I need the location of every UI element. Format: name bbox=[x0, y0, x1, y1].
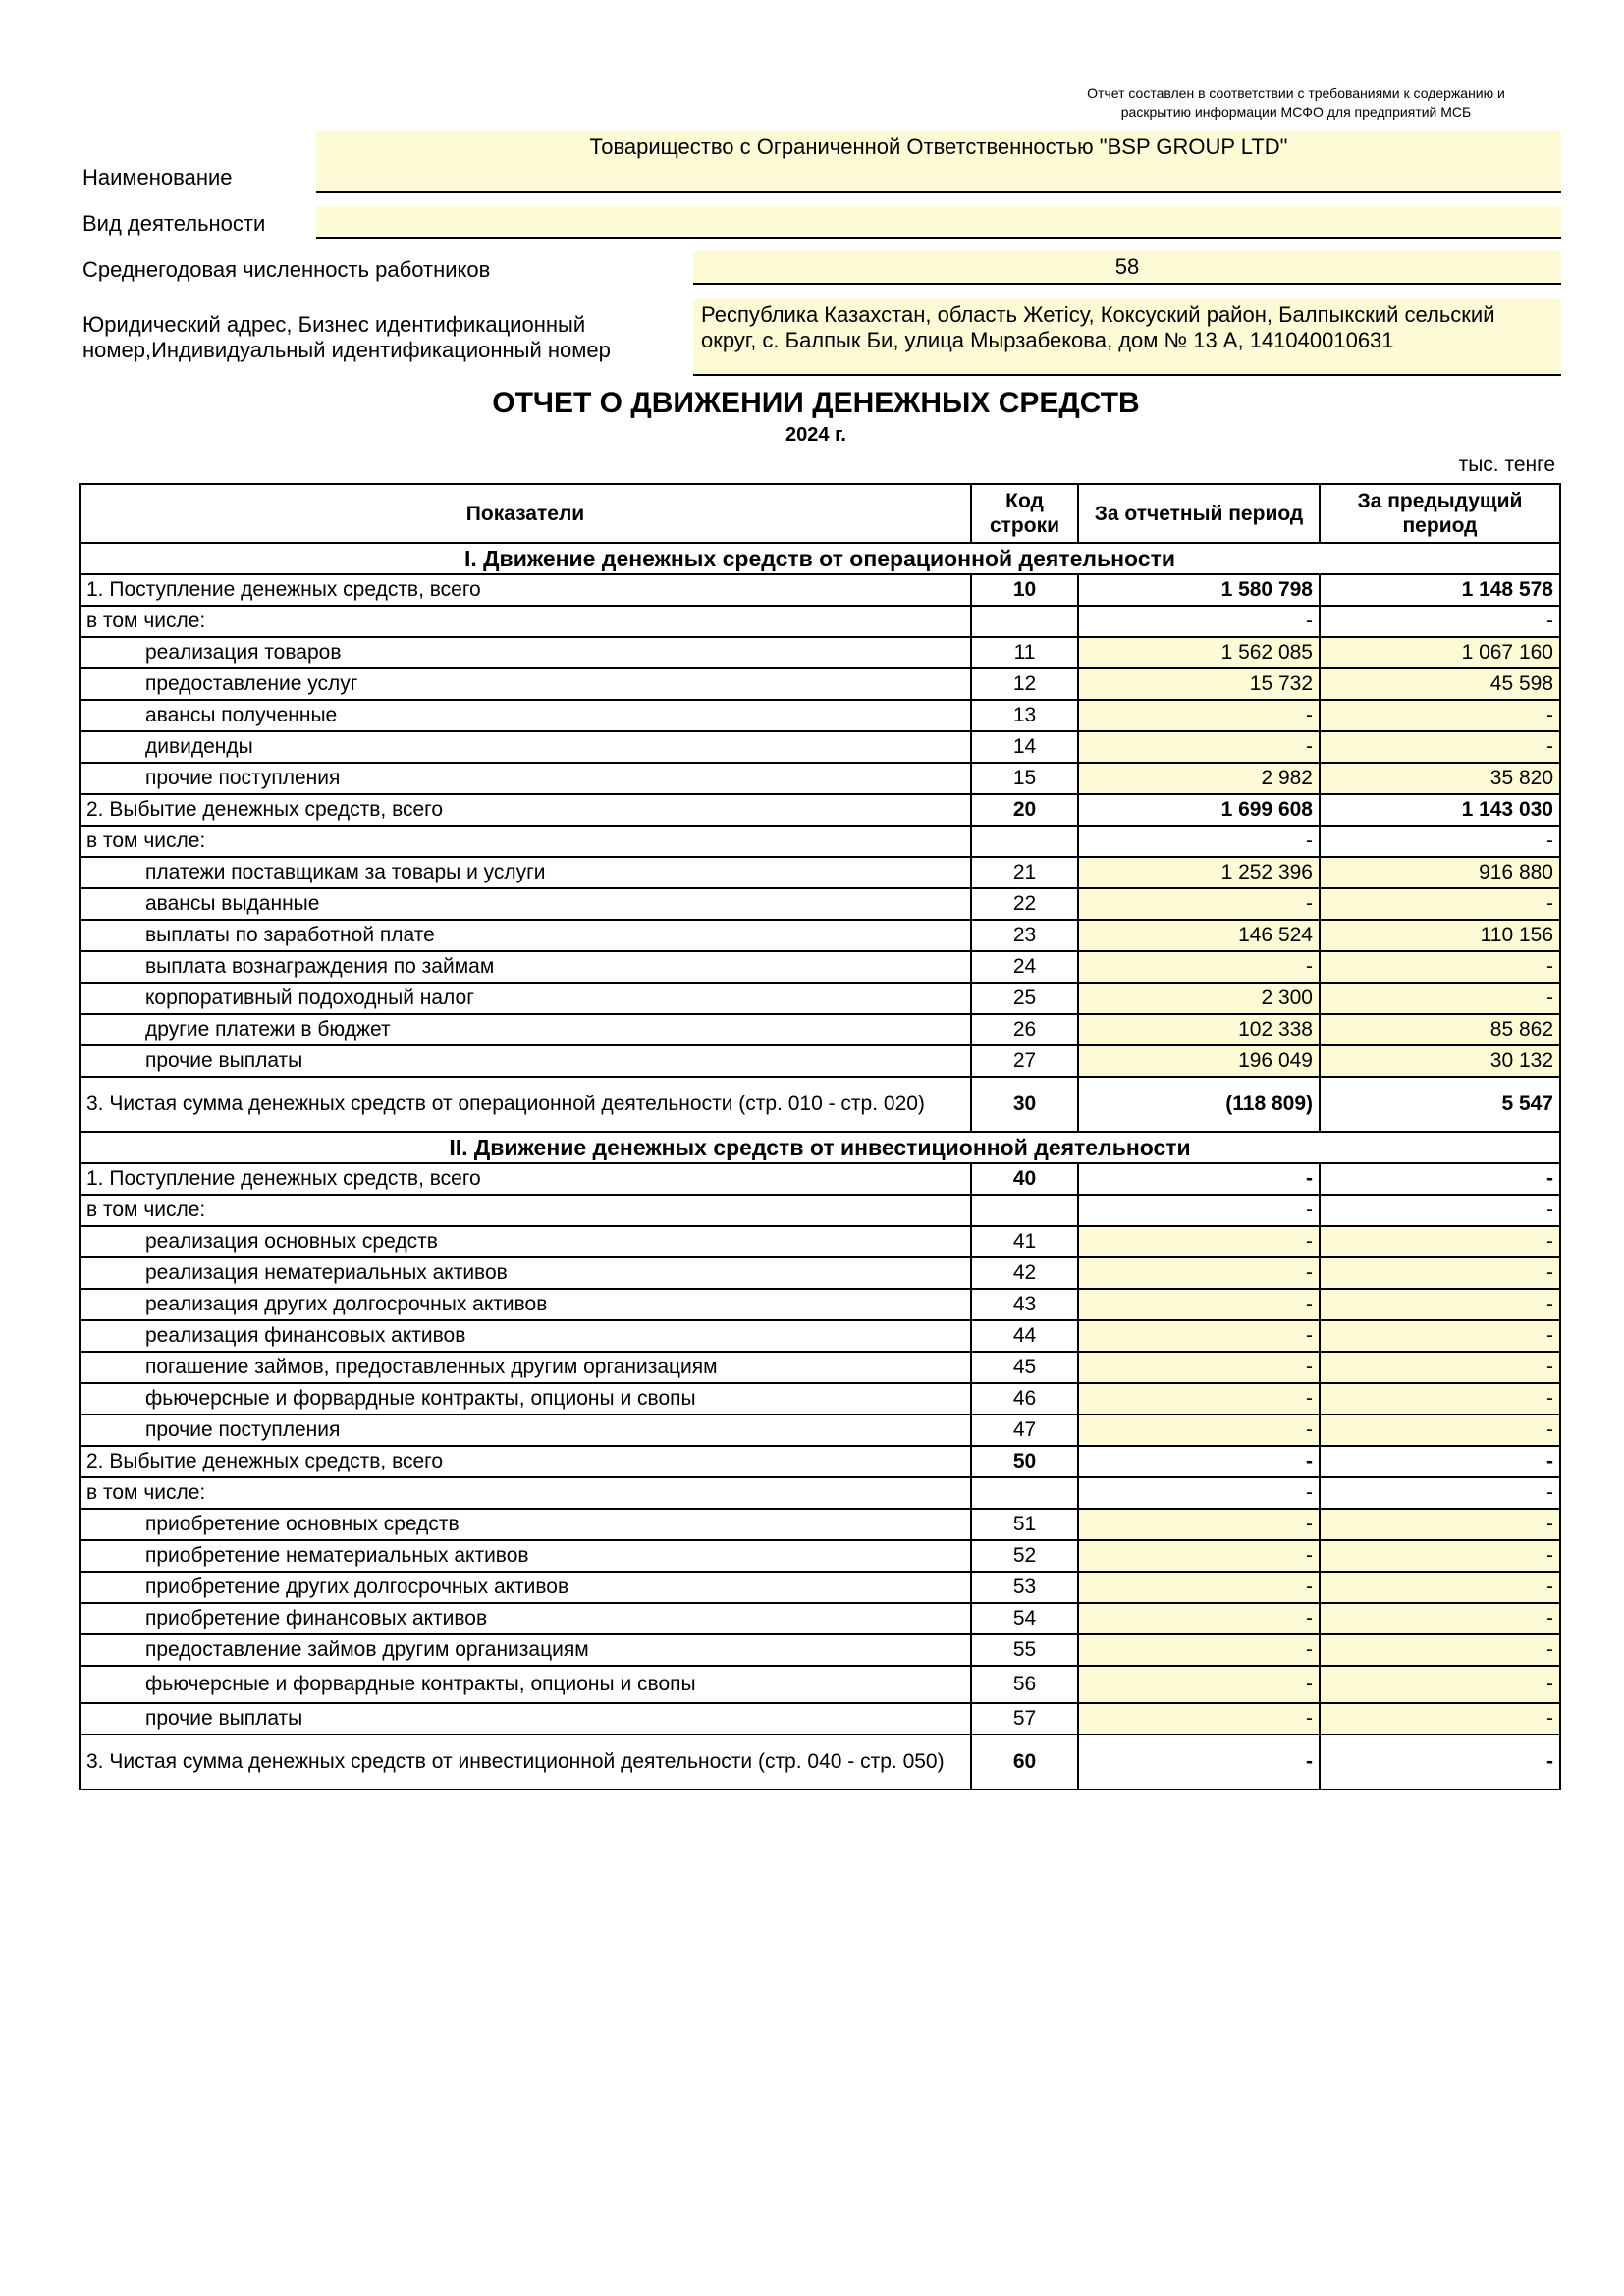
table-header-row bbox=[80, 484, 1560, 543]
row-indicator: приобретение других долгосрочных активов bbox=[80, 1572, 971, 1603]
row-current-value[interactable]: - bbox=[1078, 1257, 1320, 1289]
row-previous-value: - bbox=[1320, 1477, 1560, 1509]
row-indicator: авансы выданные bbox=[80, 888, 971, 920]
row-code: 30 bbox=[971, 1077, 1078, 1132]
table-row bbox=[80, 1477, 1560, 1509]
row-code: 54 bbox=[971, 1603, 1078, 1634]
row-code: 55 bbox=[971, 1634, 1078, 1666]
row-previous-value[interactable]: - bbox=[1320, 983, 1560, 1014]
table-row bbox=[80, 794, 1560, 826]
table-row bbox=[80, 1352, 1560, 1383]
table-row bbox=[80, 1509, 1560, 1540]
table-row bbox=[80, 1446, 1560, 1477]
row-indicator: другие платежи в бюджет bbox=[80, 1014, 971, 1045]
row-code: 21 bbox=[971, 857, 1078, 888]
table-row bbox=[80, 1257, 1560, 1289]
address-value-line-2: округ, с. Балпык Би, улица Мырзабекова, дом № 13 А, 141040010631 bbox=[701, 328, 1394, 352]
row-indicator: выплаты по заработной плате bbox=[80, 920, 971, 951]
row-current-value[interactable]: 2 300 bbox=[1078, 983, 1320, 1014]
row-current-value[interactable]: - bbox=[1078, 1352, 1320, 1383]
table-row bbox=[80, 1163, 1560, 1195]
row-current-value: (118 809) bbox=[1078, 1077, 1320, 1132]
row-previous-value: - bbox=[1320, 1163, 1560, 1195]
table-row bbox=[80, 1289, 1560, 1320]
row-code: 52 bbox=[971, 1540, 1078, 1572]
row-indicator: приобретение финансовых активов bbox=[80, 1603, 971, 1634]
row-current-value: - bbox=[1078, 606, 1320, 637]
row-current-value[interactable]: - bbox=[1078, 1634, 1320, 1666]
row-current-value: - bbox=[1078, 1735, 1320, 1789]
row-previous-value: 5 547 bbox=[1320, 1077, 1560, 1132]
row-previous-value[interactable]: 110 156 bbox=[1320, 920, 1560, 951]
company-name-field[interactable] bbox=[316, 131, 1561, 193]
row-indicator: в том числе: bbox=[80, 1477, 971, 1509]
row-code: 47 bbox=[971, 1415, 1078, 1446]
employees-label: Среднегодовая численность работников bbox=[82, 257, 491, 282]
row-indicator: фьючерсные и форвардные контракты, опционы и свопы bbox=[80, 1666, 971, 1703]
row-indicator: в том числе: bbox=[80, 1195, 971, 1226]
table-row bbox=[80, 1666, 1560, 1703]
row-current-value[interactable]: - bbox=[1078, 1226, 1320, 1257]
row-current-value[interactable]: - bbox=[1078, 1509, 1320, 1540]
row-previous-value[interactable]: - bbox=[1320, 1666, 1560, 1703]
row-current-value[interactable]: - bbox=[1078, 888, 1320, 920]
row-code: 15 bbox=[971, 763, 1078, 794]
row-code: 43 bbox=[971, 1289, 1078, 1320]
header-indicators: Показатели bbox=[80, 484, 971, 543]
note-line-1: Отчет составлен в соответствии с требованиями к содержанию и bbox=[1087, 85, 1505, 101]
row-code: 56 bbox=[971, 1666, 1078, 1703]
row-previous-value[interactable]: - bbox=[1320, 1572, 1560, 1603]
row-indicator: 3. Чистая сумма денежных средств от операционной деятельности (стр. 010 - стр. 020) bbox=[80, 1077, 971, 1132]
row-previous-value[interactable]: - bbox=[1320, 1383, 1560, 1415]
row-previous-value[interactable]: - bbox=[1320, 951, 1560, 983]
row-previous-value[interactable]: - bbox=[1320, 1415, 1560, 1446]
row-current-value[interactable]: - bbox=[1078, 951, 1320, 983]
row-code: 57 bbox=[971, 1703, 1078, 1735]
row-previous-value: - bbox=[1320, 1735, 1560, 1789]
row-previous-value[interactable]: - bbox=[1320, 1226, 1560, 1257]
row-indicator: прочие поступления bbox=[80, 763, 971, 794]
row-previous-value[interactable]: - bbox=[1320, 888, 1560, 920]
header-code: Код строки bbox=[971, 484, 1078, 543]
row-previous-value[interactable]: - bbox=[1320, 1320, 1560, 1352]
table-row bbox=[80, 1014, 1560, 1045]
row-previous-value[interactable]: 35 820 bbox=[1320, 763, 1560, 794]
row-current-value[interactable]: 196 049 bbox=[1078, 1045, 1320, 1077]
row-code: 13 bbox=[971, 700, 1078, 731]
row-indicator: авансы полученные bbox=[80, 700, 971, 731]
row-current-value[interactable]: - bbox=[1078, 1415, 1320, 1446]
row-code: 12 bbox=[971, 668, 1078, 700]
row-current-value: - bbox=[1078, 1163, 1320, 1195]
section-title: I. Движение денежных средств от операционной деятельности bbox=[80, 543, 1560, 574]
employees-value: 58 bbox=[1114, 254, 1140, 279]
activity-label: Вид деятельности bbox=[82, 211, 266, 236]
address-field[interactable] bbox=[693, 299, 1561, 376]
table-row bbox=[80, 637, 1560, 668]
row-code: 50 bbox=[971, 1446, 1078, 1477]
table-row bbox=[80, 1735, 1560, 1789]
table-row bbox=[80, 1226, 1560, 1257]
row-indicator: дивиденды bbox=[80, 731, 971, 763]
section-investing-row bbox=[80, 1132, 1560, 1163]
row-indicator: реализация нематериальных активов bbox=[80, 1257, 971, 1289]
row-current-value[interactable]: - bbox=[1078, 1383, 1320, 1415]
report-year: 2024 г. bbox=[785, 424, 846, 446]
row-indicator: погашение займов, предоставленных другим организациям bbox=[80, 1352, 971, 1383]
row-indicator: прочие выплаты bbox=[80, 1045, 971, 1077]
row-indicator: выплата вознаграждения по займам bbox=[80, 951, 971, 983]
row-indicator: реализация финансовых активов bbox=[80, 1320, 971, 1352]
employees-field[interactable] bbox=[693, 251, 1561, 285]
units-label: тыс. тенге bbox=[1458, 454, 1555, 476]
row-previous-value[interactable]: 45 598 bbox=[1320, 668, 1560, 700]
row-current-value[interactable]: - bbox=[1078, 700, 1320, 731]
row-code: 24 bbox=[971, 951, 1078, 983]
table-row bbox=[80, 857, 1560, 888]
row-current-value[interactable]: - bbox=[1078, 1289, 1320, 1320]
row-indicator: прочие поступления bbox=[80, 1415, 971, 1446]
report-title: ОТЧЕТ О ДВИЖЕНИИ ДЕНЕЖНЫХ СРЕДСТВ bbox=[492, 387, 1140, 419]
note-line-2: раскрытию информации МСФО для предприятий МСБ bbox=[1120, 104, 1472, 120]
table-row bbox=[80, 1703, 1560, 1735]
row-current-value[interactable]: 1 252 396 bbox=[1078, 857, 1320, 888]
section-operating-row bbox=[80, 543, 1560, 574]
row-previous-value[interactable]: 916 880 bbox=[1320, 857, 1560, 888]
row-code: 25 bbox=[971, 983, 1078, 1014]
row-previous-value: - bbox=[1320, 1195, 1560, 1226]
header-current-period: За отчетный период bbox=[1078, 484, 1320, 543]
row-code: 42 bbox=[971, 1257, 1078, 1289]
section-title: II. Движение денежных средств от инвестиционной деятельности bbox=[80, 1132, 1560, 1163]
address-label-line-1: Юридический адрес, Бизнес идентификационный bbox=[82, 312, 586, 337]
row-current-value[interactable]: - bbox=[1078, 1572, 1320, 1603]
row-current-value: - bbox=[1078, 1195, 1320, 1226]
row-current-value: 1 699 608 bbox=[1078, 794, 1320, 826]
row-previous-value[interactable]: - bbox=[1320, 731, 1560, 763]
row-indicator: прочие выплаты bbox=[80, 1703, 971, 1735]
table-row bbox=[80, 731, 1560, 763]
row-indicator: платежи поставщикам за товары и услуги bbox=[80, 857, 971, 888]
row-indicator: 1. Поступление денежных средств, всего bbox=[80, 574, 971, 606]
row-current-value[interactable]: 1 562 085 bbox=[1078, 637, 1320, 668]
row-previous-value[interactable]: 85 862 bbox=[1320, 1014, 1560, 1045]
row-indicator: корпоративный подоходный налог bbox=[80, 983, 971, 1014]
row-current-value: - bbox=[1078, 826, 1320, 857]
table-row bbox=[80, 1077, 1560, 1132]
table-row bbox=[80, 700, 1560, 731]
table-row bbox=[80, 951, 1560, 983]
table-row bbox=[80, 1383, 1560, 1415]
company-name-value: Товарищество с Ограниченной Ответственностью "BSP GROUP LTD" bbox=[589, 134, 1288, 159]
row-code bbox=[971, 606, 1078, 637]
table-body bbox=[80, 543, 1560, 1789]
row-previous-value: - bbox=[1320, 606, 1560, 637]
table-row bbox=[80, 920, 1560, 951]
row-current-value[interactable]: 102 338 bbox=[1078, 1014, 1320, 1045]
table-row bbox=[80, 1195, 1560, 1226]
row-current-value[interactable]: 2 982 bbox=[1078, 763, 1320, 794]
table-row bbox=[80, 1320, 1560, 1352]
table-row bbox=[80, 888, 1560, 920]
row-indicator: предоставление услуг bbox=[80, 668, 971, 700]
row-indicator: в том числе: bbox=[80, 606, 971, 637]
row-indicator: 2. Выбытие денежных средств, всего bbox=[80, 1446, 971, 1477]
row-previous-value[interactable]: - bbox=[1320, 1352, 1560, 1383]
row-current-value[interactable]: 15 732 bbox=[1078, 668, 1320, 700]
table-row bbox=[80, 574, 1560, 606]
row-code: 40 bbox=[971, 1163, 1078, 1195]
row-current-value[interactable]: - bbox=[1078, 1603, 1320, 1634]
row-indicator: приобретение основных средств bbox=[80, 1509, 971, 1540]
row-indicator: предоставление займов другим организациям bbox=[80, 1634, 971, 1666]
row-indicator: приобретение нематериальных активов bbox=[80, 1540, 971, 1572]
row-code: 14 bbox=[971, 731, 1078, 763]
row-code bbox=[971, 826, 1078, 857]
row-code: 60 bbox=[971, 1735, 1078, 1789]
table-row bbox=[80, 1540, 1560, 1572]
row-previous-value[interactable]: - bbox=[1320, 700, 1560, 731]
activity-field[interactable] bbox=[316, 206, 1561, 239]
row-previous-value[interactable]: - bbox=[1320, 1603, 1560, 1634]
row-previous-value[interactable]: 1 067 160 bbox=[1320, 637, 1560, 668]
row-code: 53 bbox=[971, 1572, 1078, 1603]
row-indicator: реализация основных средств bbox=[80, 1226, 971, 1257]
name-label: Наименование bbox=[82, 165, 233, 189]
row-indicator: реализация товаров bbox=[80, 637, 971, 668]
row-current-value[interactable]: - bbox=[1078, 1666, 1320, 1703]
row-previous-value: - bbox=[1320, 1446, 1560, 1477]
row-code: 45 bbox=[971, 1352, 1078, 1383]
table-row bbox=[80, 1415, 1560, 1446]
header-previous-period: За предыдущий период bbox=[1320, 484, 1560, 543]
row-code: 27 bbox=[971, 1045, 1078, 1077]
address-label-line-2: номер,Индивидуальный идентификационный номер bbox=[82, 338, 611, 362]
row-previous-value[interactable]: - bbox=[1320, 1509, 1560, 1540]
row-previous-value[interactable]: - bbox=[1320, 1703, 1560, 1735]
row-current-value[interactable]: - bbox=[1078, 731, 1320, 763]
row-previous-value: - bbox=[1320, 826, 1560, 857]
row-indicator: фьючерсные и форвардные контракты, опционы и свопы bbox=[80, 1383, 971, 1415]
row-code: 46 bbox=[971, 1383, 1078, 1415]
row-current-value: 1 580 798 bbox=[1078, 574, 1320, 606]
msfo-compliance-note bbox=[982, 84, 1610, 122]
row-previous-value[interactable]: - bbox=[1320, 1257, 1560, 1289]
cash-flow-table bbox=[79, 483, 1561, 1790]
row-indicator: реализация других долгосрочных активов bbox=[80, 1289, 971, 1320]
row-previous-value[interactable]: 30 132 bbox=[1320, 1045, 1560, 1077]
address-value-line-1: Республика Казахстан, область Жетісу, Коксуский район, Балпыкский сельский bbox=[701, 302, 1495, 327]
row-indicator: 1. Поступление денежных средств, всего bbox=[80, 1163, 971, 1195]
row-code: 23 bbox=[971, 920, 1078, 951]
row-previous-value[interactable]: - bbox=[1320, 1634, 1560, 1666]
table-row bbox=[80, 1572, 1560, 1603]
row-indicator: 3. Чистая сумма денежных средств от инвестиционной деятельности (стр. 040 - стр. 050) bbox=[80, 1735, 971, 1789]
table-row bbox=[80, 983, 1560, 1014]
row-code: 44 bbox=[971, 1320, 1078, 1352]
row-previous-value[interactable]: - bbox=[1320, 1540, 1560, 1572]
row-code bbox=[971, 1195, 1078, 1226]
row-current-value: - bbox=[1078, 1446, 1320, 1477]
row-previous-value: 1 143 030 bbox=[1320, 794, 1560, 826]
row-current-value: - bbox=[1078, 1477, 1320, 1509]
table-row bbox=[80, 606, 1560, 637]
table-row bbox=[80, 763, 1560, 794]
row-current-value[interactable]: - bbox=[1078, 1320, 1320, 1352]
row-current-value[interactable]: 146 524 bbox=[1078, 920, 1320, 951]
table-row bbox=[80, 1603, 1560, 1634]
table-row bbox=[80, 826, 1560, 857]
row-code: 20 bbox=[971, 794, 1078, 826]
row-code: 26 bbox=[971, 1014, 1078, 1045]
row-indicator: 2. Выбытие денежных средств, всего bbox=[80, 794, 971, 826]
table-row bbox=[80, 1634, 1560, 1666]
row-current-value[interactable]: - bbox=[1078, 1703, 1320, 1735]
row-previous-value[interactable]: - bbox=[1320, 1289, 1560, 1320]
row-code: 41 bbox=[971, 1226, 1078, 1257]
row-current-value[interactable]: - bbox=[1078, 1540, 1320, 1572]
row-code: 51 bbox=[971, 1509, 1078, 1540]
row-code: 10 bbox=[971, 574, 1078, 606]
row-code: 11 bbox=[971, 637, 1078, 668]
row-previous-value: 1 148 578 bbox=[1320, 574, 1560, 606]
table-row bbox=[80, 1045, 1560, 1077]
table-row bbox=[80, 668, 1560, 700]
row-code bbox=[971, 1477, 1078, 1509]
row-indicator: в том числе: bbox=[80, 826, 971, 857]
row-code: 22 bbox=[971, 888, 1078, 920]
address-label bbox=[82, 312, 611, 363]
